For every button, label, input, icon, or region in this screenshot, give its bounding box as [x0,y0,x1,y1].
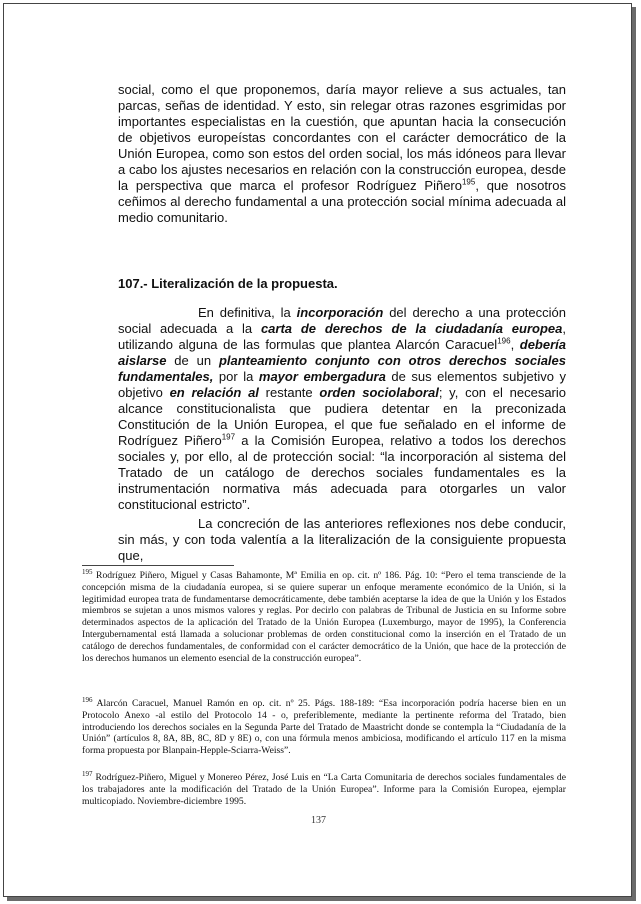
footnote-195: $^{195}$ Rodríguez Piñero, Miguel y Casas Bahamonte, Mª Emilia en op. cit. nº 186. Pág. 10: “Pero el tema transciende de la concepción misma de la ciudadanía europea, si se quiere superar un enfoque meramente económico de la Unión, si la legitimidad europea trata de fundamentarse democráticamente, debe también aceptarse la idea de que la Unión y los Estados miembros se sujetan a unos mismos valores y reglas. Por decirlo con palabras de Tribunal de Justicia en su Informe sobre determinados aspectos de la aplicación del Tratado de la Unión Europea (Luxemburgo, mayor de 1995), la Conferencia Intergubernamental está llamada a solucionar problemas de orden constitucional como la inserción en el Tratado de un catálogo de derechos fundamentales, de conformidad con el carácter democrático de la Unión, que hace de la protección de los derechos humanos un elemento esencial de la construcción europea”. [82,567,566,664]
footnote-ref-197[interactable]: 197 [221,432,236,442]
footnote-197: $^{197}$ Rodríguez-Piñero, Miguel y Monereo Pérez, José Luis en “La Carta Comunitaria de derechos sociales fundamentales de los trabajadores ante la modificación del Tratado de la Unión Europea”. Informe para la Comisión Europea, ejemplar multicopiado. Noviembre-diciembre 1995. [82,769,566,807]
section-heading: 107.- Literalización de la propuesta. [118,276,338,291]
footnote-separator [82,565,234,566]
body-paragraph-3: La concreción de las anteriores reflexiones nos debe conducir, sin más, y con toda valentía a la literalización de la consiguiente propuesta que, [118,516,566,563]
body-paragraph-1: social, como el que proponemos, daría mayor relieve a sus actuales, tan parcas, señas de identidad. Y esto, sin relegar otras razones esgrimidas por importantes especialistas en la cuestión, que apuntan hacia la consecución de objetivos europeístas concordantes con el carácter democrático de la Unión Europea, como son estos del orden social, los más idóneos para llevar a cabo los ajustes necesarios en relación con la construcción europea, desde la perspectiva que marca el profesor Rodríguez Piñero$^{195}$, que nosotros ceñimos al derecho fundamental a una protección social mínima adecuada al medio comunitario. [118,82,566,225]
footnote-ref-196[interactable]: 196 [497,336,511,346]
body-paragraph-2: En definitiva, la incorporación del derecho a una protección social adecuada a la carta de derechos de la ciudadanía europea, utilizando alguna de las formulas que plantea Alarcón Caracuel$^{196}$, debería aislarse de un planteamiento conjunto con otros derechos sociales fundamentales, por la mayor embergadura de sus elementos subjetivo y objetivo en relación al restante orden sociolaboral; y, con el necesario alcance constitucionalista que pudiera detentar en la preconizada Constitución de la Unión Europea, el que fue señalado en el informe de Rodríguez Piñero$^{197}$ a la Comisión Europea, relativo a todos los derechos sociales y, por ello, al de protección social: “la incorporación al sistema del Tratado de un catálogo de derechos sociales fundamentales es la instrumentación normativa más adecuada para otorgarles un valor constitucional estricto”. [118,305,567,512]
page-number: 137 [311,815,326,826]
document-page [3,3,632,897]
footnote-ref-195[interactable]: 195 [461,177,476,187]
footnote-196: $^{196}$ Alarcón Caracuel, Manuel Ramón en op. cit. nº 25. Págs. 188-189: “Esa incorporación podría hacerse bien en un Protocolo Anexo -al estilo del Protocolo 14 - o, preferiblemente, mediante la pertinente reforma del Tratado, bien introduciendo los derechos sociales en la Segunda Parte del Tratado de Maastricht donde se contempla la “Ciudadanía de la Unión” (artículos 8, 8A, 8B, 8C, 8D y 8E) o, con una fórmula menos ambiciosa, modificando el artículo 117 en la misma forma propuesta por Blanpain-Hepple-Sciarra-Weiss”. [82,695,566,757]
